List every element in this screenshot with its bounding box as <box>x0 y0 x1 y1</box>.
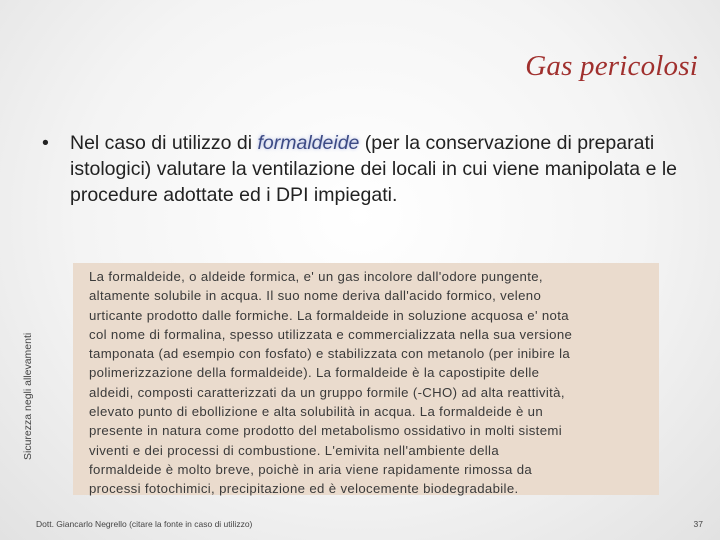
side-label: Sicurezza negli allevamenti <box>22 332 34 460</box>
bullet-marker: • <box>42 132 49 154</box>
excerpt-box <box>73 263 659 495</box>
excerpt-line: aldeidi, composti caratterizzati da un gruppo formile (-CHO) ad alta reattività, <box>89 384 565 400</box>
excerpt-line: elevato punto di ebollizione e alta solubilità in acqua. La formaldeide è un <box>89 404 544 420</box>
bullet-text-after: (per la conservazione di preparati istologici) valutare la ventilazione dei locali in cui viene manipolata e le procedure adottate ed i DPI impiegati. <box>70 132 678 206</box>
excerpt-line: formaldeide è molto breve, poichè in aria viene rapidamente rimossa da <box>89 461 533 477</box>
excerpt-line: presente in natura come prodotto del metabolismo ossidativo in molti sistemi <box>89 423 562 439</box>
excerpt-line: La formaldeide, o aldeide formica, e' un gas incolore dall'odore pungente, <box>89 269 543 284</box>
page-number: 37 <box>693 519 703 529</box>
slide-title: Gas pericolosi <box>525 50 698 82</box>
excerpt-line: viventi e dei processi di combustione. L'emivita nell'ambiente della <box>89 442 500 458</box>
excerpt-line: tamponata (ad esempio con fosfato) e stabilizzata con metanolo (per inibire la <box>89 346 571 362</box>
bullet-text-before: Nel caso di utilizzo di <box>70 132 258 154</box>
bullet-text <box>70 130 692 208</box>
excerpt-line: col nome di formalina, spesso utilizzata e commercializzata nella sua versione <box>89 326 573 342</box>
excerpt-line: altamente solubile in acqua. Il suo nome deriva dall'acido formico, veleno <box>89 288 542 304</box>
excerpt-line: urticante prodotto dalle formiche. La formaldeide in soluzione acquosa e' nota <box>89 307 569 323</box>
bullet-keyword: formaldeide <box>257 132 360 154</box>
excerpt-line: polimerizzazione della formaldeide). La formaldeide è la capostipite delle <box>89 365 540 381</box>
excerpt-line: processi fotochimici, precipitazione ed è velocemente biodegradabile. <box>89 481 519 497</box>
footer-credit: Dott. Giancarlo Negrello (citare la fonte in caso di utilizzo) <box>36 519 253 529</box>
bullet-point <box>42 130 692 208</box>
